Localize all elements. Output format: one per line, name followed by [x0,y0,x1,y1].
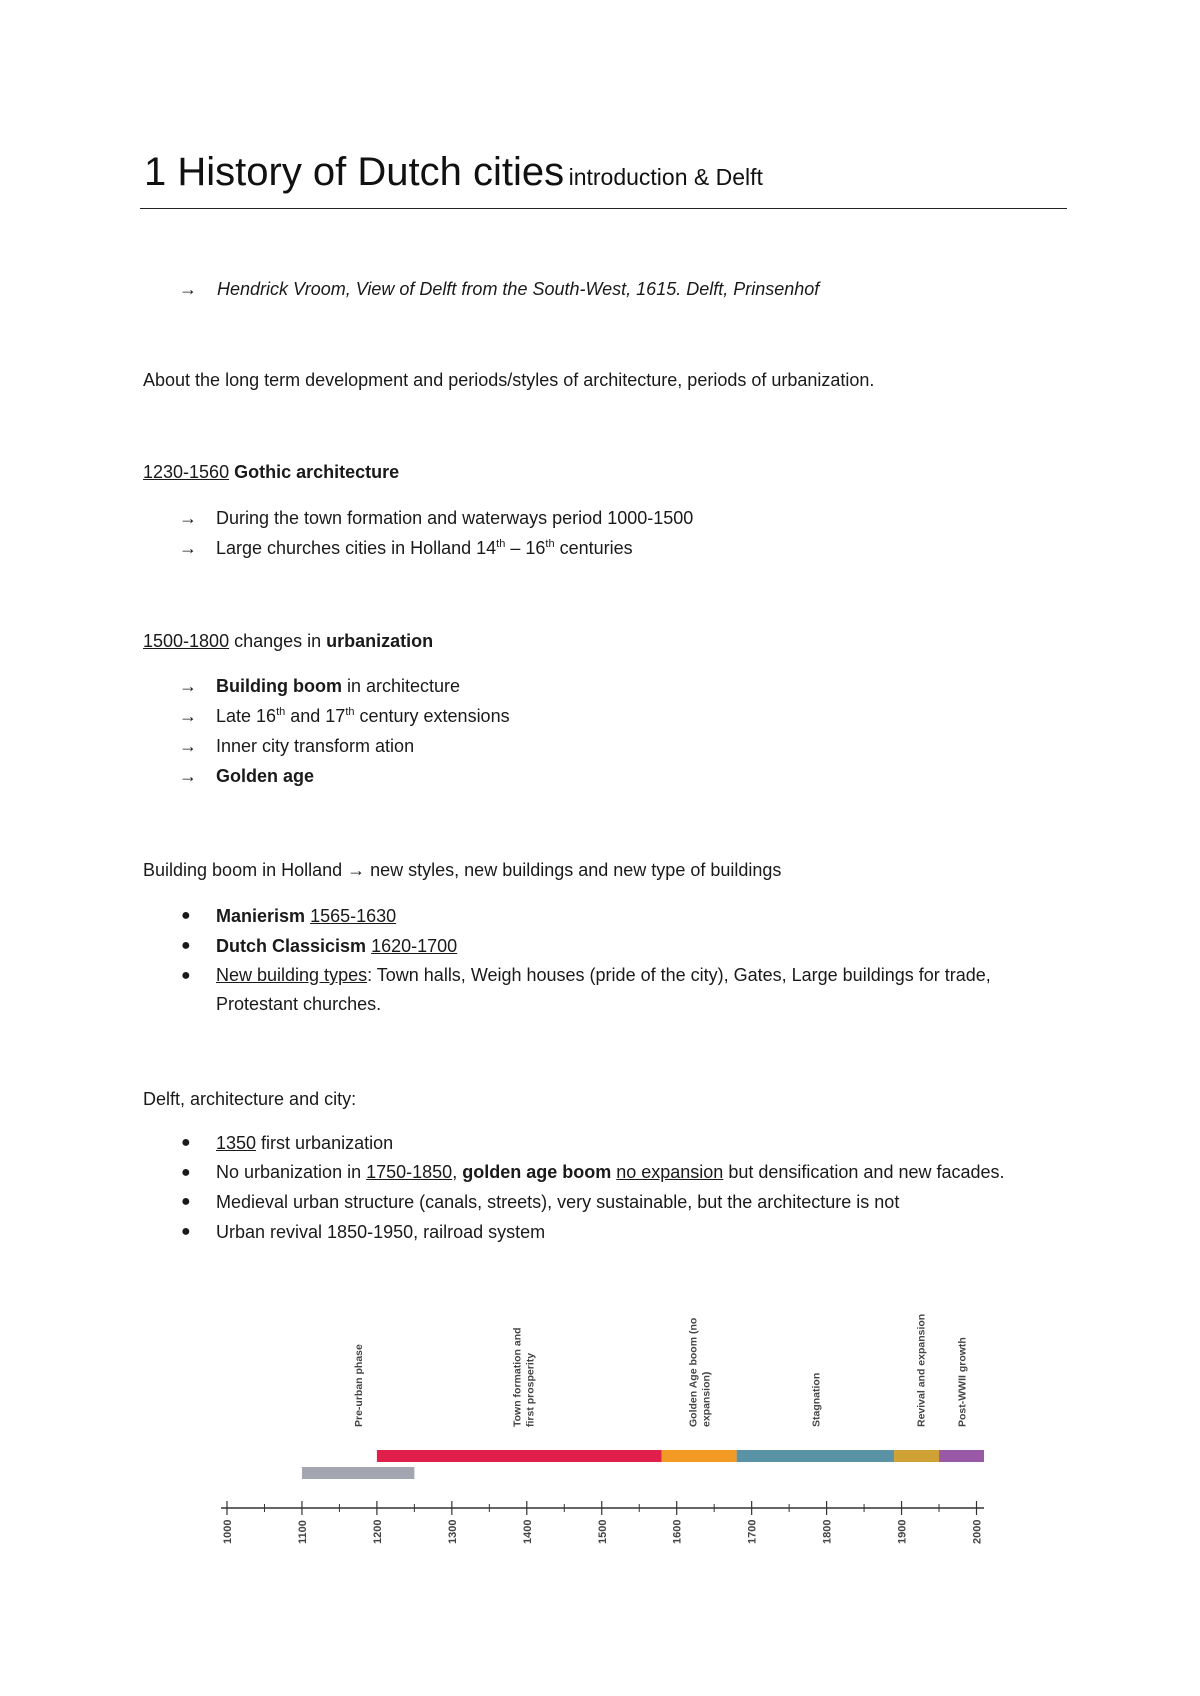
arrow-marker: → [179,706,197,726]
urbanization-timeline-chart [200,1290,1000,1570]
timeline-phase-label: expansion) [700,1371,713,1427]
arrow-marker: → [179,766,197,786]
timeline-phase-label: Stagnation [810,1372,823,1427]
timeline-tick-label: 1000 [222,1519,234,1544]
urban-years: 1500-1800 [143,631,230,651]
timeline-tick-label: 1900 [896,1519,909,1544]
bullet-marker: ● [181,1223,191,1240]
timeline-tick-label: 1700 [746,1519,759,1544]
timeline-tick-label: 1800 [821,1519,834,1544]
timeline-phase-bar [939,1450,984,1462]
timeline-tick-label: 1100 [296,1520,309,1544]
timeline-phase-bar [377,1450,662,1462]
timeline-tick-label: 1600 [671,1519,684,1544]
styles-list [143,901,1076,1019]
timeline-phase-label: Pre-urban phase [353,1344,366,1427]
list-item: → During the town formation and waterways period 1000-1500 [143,503,693,533]
intro-paragraph: About the long term development and periods/styles of architecture, periods of urbanization. [143,370,875,390]
caption-text: Hendrick Vroom, View of Delft from the South-West, 1615. Delft, Prinsenhof [217,279,820,299]
arrow-marker: → [179,508,197,528]
list-item: ● Urban revival 1850-1950, railroad system [143,1217,1076,1247]
list-item: ● New building types: Town halls, Weigh houses (pride of the city), Gates, Large buildings for trade, Protestant churches. [143,961,1076,1019]
timeline-phase-bar [302,1467,414,1479]
page-title [144,150,763,195]
urbanization-list [143,671,510,791]
timeline-tick-label: 1500 [596,1519,609,1544]
title-main: 1 History of Dutch cities [144,150,565,194]
list-item: → Large churches cities in Holland 14th – 16th centuries [143,533,693,563]
gothic-label: Gothic architecture [234,462,400,482]
urban-label: urbanization [326,631,434,651]
list-item: ● No urbanization in 1750-1850, golden age boom no expansion but densification and new facades. [143,1158,1076,1187]
timeline-tick-label: 2000 [971,1519,984,1544]
title-divider [140,208,1067,209]
image-caption [143,278,819,300]
timeline-tick-label: 1300 [446,1519,459,1544]
building-boom-heading: Building boom in Holland → new styles, new buildings and new type of buildings [143,860,782,880]
delft-list [143,1128,1076,1247]
gothic-list [143,503,693,563]
gothic-years: 1230-1560 [143,462,230,482]
arrow-marker: → [179,736,197,756]
timeline-phase-bar [737,1450,894,1462]
timeline-phase-bar [894,1450,939,1462]
delft-heading: Delft, architecture and city: [143,1089,357,1109]
list-item: ● 1350 first urbanization [143,1128,1076,1158]
arrow-icon: → [347,860,366,880]
arrow-marker: → [179,538,197,558]
bullet-marker: ● [181,1134,191,1151]
gothic-heading [143,461,399,483]
timeline-phase-label: Town formation and [511,1327,524,1427]
arrow-marker: → [179,676,197,696]
bullet-marker: ● [181,967,191,984]
timeline-phase-label: Golden Age boom (no [687,1317,700,1427]
timeline-tick-label: 1200 [371,1519,384,1544]
timeline-phase-bar [662,1450,737,1462]
bullet-marker: ● [181,907,191,924]
list-item: → Inner city transform ation [143,731,510,761]
list-item: → Golden age [143,761,510,791]
timeline-phase-label: first prosperity [524,1352,537,1427]
title-sub: introduction & Delft [568,164,763,190]
timeline-phase-label: Post-WWII growth [956,1337,969,1427]
timeline-tick-label: 1400 [521,1519,534,1544]
bullet-marker: ● [181,1193,191,1210]
list-item: ● Manierism 1565-1630 [143,901,1076,931]
list-item: ● Dutch Classicism 1620-1700 [143,931,1076,961]
bullet-marker: ● [181,1164,191,1181]
bullet-marker: ● [181,937,191,954]
list-item: → Late 16th and 17th century extensions [143,701,510,731]
urbanization-heading: 1500-1800 changes in urbanization [143,631,434,651]
timeline-phase-label: Revival and expansion [915,1313,928,1427]
arrow-marker: → [179,279,197,299]
list-item: ● Medieval urban structure (canals, streets), very sustainable, but the architecture is not [143,1187,1076,1217]
list-item: → Building boom in architecture [143,671,510,701]
